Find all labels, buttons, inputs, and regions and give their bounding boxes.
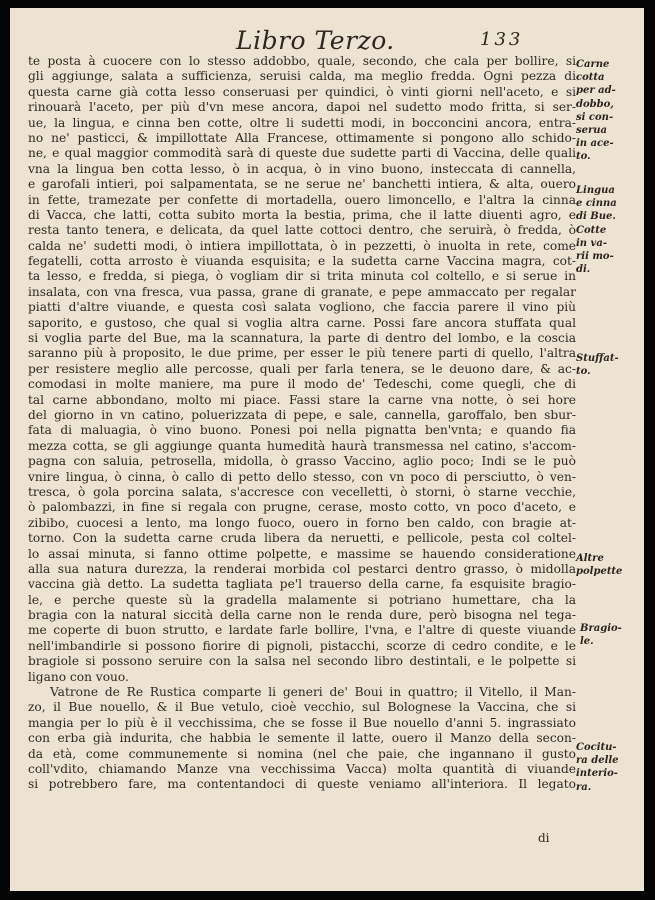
text-line: vnire lingua, ò cinna, ò callo di petto dello stesso, con vn poco di persciutto, ò ven- [28, 469, 576, 484]
text-line: saranno più à proposito, le due prime, per esser le più tenere parti di quello, l'altra [28, 346, 576, 361]
margin-note-lingua-cinna [576, 184, 617, 276]
text-line: lo assai minuta, si fanno ottime polpette, e massime se hauendo consideratione [28, 546, 576, 561]
text-line: bragia con la natural siccità della carne non le renda dure, però bisogna nel tega- [28, 608, 576, 623]
text-line: no ne' pasticci, & impillottate Alla Francese, ottimamente si pongono allo schido- [28, 130, 576, 145]
margin-note-line: polpette [576, 566, 623, 578]
text-line: ue, la lingua, e cinna ben cotte, oltre li sudetti modi, in bocconcini ancora, entra- [28, 115, 576, 130]
catchword: di [538, 831, 550, 845]
margin-note-line: cotta [576, 72, 605, 84]
text-line: di Vacca, che latti, cotta subito morta la bestia, prima, che il latte diuenti agro, e [28, 207, 576, 222]
text-line: te posta à cuocere con lo stesso addobbo, quale, secondo, che cala per bollire, si [28, 54, 576, 68]
margin-note-line: in ace- [576, 138, 614, 150]
text-line: pagna con saluia, petrosella, midolla, ò grasso Vaccino, aglio poco; Indi se le può [28, 454, 576, 469]
text-line: torno. Con la sudetta carne cruda libera da neruetti, e pellicole, pesta col coltel- [28, 531, 576, 546]
margin-note-line: in va- [576, 237, 607, 249]
text-line: vaccina già detto. La sudetta tagliata pe'l trauerso della carne, fa esquisite bragio- [28, 577, 576, 592]
margin-note-line: Lingua [576, 185, 615, 196]
margin-note-line: Stuffat- [576, 353, 619, 364]
margin-note-line: Carne [576, 59, 610, 70]
text-line: bragiole si possono seruire con la salsa nel secondo libro destintali, e le polpette si [28, 654, 576, 669]
margin-note-bragiole [580, 622, 622, 648]
text-line: mangia per lo più è il vecchissima, che se fosse il Bue nouello d'anni 5. ingrassiato [28, 715, 576, 730]
running-title: Libro Terzo. [236, 26, 395, 55]
text-line: gli aggiunge, salata a sufficienza, seruisi calda, ma meglio fredda. Ogni pezza di [28, 69, 576, 84]
text-line: Vatrone de Re Rustica comparte li generi de' Boui in quattro; il Vitello, il Man- [50, 685, 576, 700]
text-line: me coperte di buon strutto, e lardate farle bollire, l'vna, e l'altre di queste viuande [28, 623, 576, 638]
text-line: e garofali intieri, poi salpamentata, se ne serue ne' banchetti intiera, & alta, ouero [28, 177, 576, 192]
text-line: tresca, ò gola porcina salata, s'accresce con vecelletti, ò storni, ò starne vecchie, [28, 484, 576, 499]
margin-note-line: di Bue. [576, 211, 616, 223]
margin-note-line: ra delle [576, 755, 619, 767]
text-line: in fette, tramezate per confette di mortadella, ouero limoncello, e l'altra la cinna [28, 192, 576, 207]
book-page [10, 8, 644, 891]
text-line: mezza cotta, se gli aggiunge quanta humedità haurà transmessa nel catino, s'accom- [28, 438, 576, 453]
text-line: del giorno in vn catino, poluerizzata di pepe, e sale, cannella, garoffalo, ben sbur- [28, 407, 576, 422]
text-line: zibibo, cuocesi a lento, ma longo fuoco, ouero in forno ben caldo, con bragie at- [28, 515, 576, 530]
margin-note-line: di. [576, 264, 591, 276]
margin-note-line: ra. [576, 781, 592, 793]
text-line: rinouarà l'aceto, per più d'vn mese ancora, dapoi nel sudetto modo fritta, si ser- [28, 100, 576, 115]
page-number: 133 [480, 29, 524, 50]
text-line: nell'imbandirle si possono fiorire di pignoli, pistacchi, scorze di cedro condite, e le [28, 638, 576, 653]
text-line: si voglia parte del Bue, ma la scannatura, la parte di dentro del lombo, e la coscia [28, 331, 576, 346]
text-line: insalata, con vna fresca, vua passa, grane di granate, e pepe ammaccato per regalar [28, 284, 576, 299]
text-line: le, e perche queste sù la gradella malamente si potriano humettare, cha la [28, 592, 576, 607]
margin-note-carne-cotta [576, 58, 616, 164]
text-line: saporito, e gustoso, che qual si voglia altra carne. Possi fare ancora stuffata qual [28, 315, 576, 330]
text-line: ò palombazzi, in fine si regala con prugne, cerase, mosto cotto, vn poco d'aceto, e [28, 500, 576, 515]
text-line: alla sua natura durezza, la renderai morbida col pestarci dentro grasso, ò midolla [28, 561, 576, 576]
text-line: calda ne' sudetti modi, ò intiera impillottata, ò in pezzetti, ò inuolta in rete, come [28, 238, 576, 253]
text-line: questa carne già cotta lesso conseruasi per quindici, ò vinti giorni nell'aceto, e si [28, 84, 576, 99]
margin-note-line: si con- [576, 111, 614, 123]
margin-note-line: Altre [576, 553, 604, 564]
text-line: coll'vdito, chiamando Manze vna vecchissima Vacca) molta quantità di viuande [28, 761, 576, 776]
margin-note-cocitura-interiora [576, 741, 619, 794]
text-line: vna la lingua ben cotta lesso, ò in acqua, ò in vino buono, insteccata di cannella, [28, 161, 576, 176]
margin-note-line: to. [576, 366, 591, 378]
text-line: da età, come communemente si nomina (nel che paie, che ingannano il gusto [28, 746, 576, 761]
margin-note-line: Cocitu- [576, 742, 617, 753]
text-line: tal carne abbondano, molto mi piace. Fassi stare la carne vna notte, ò sei hore [28, 392, 576, 407]
text-line: piatti d'altre viuande, e questa così salata vogliono, che faccia parere il vino più [28, 300, 576, 315]
text-line: fata di maluagia, ò vino buono. Ponesi poi nella pignatta ben'vnta; e quando fia [28, 423, 576, 438]
margin-note-line: le. [580, 636, 594, 648]
text-line: fegatelli, cotta arrosto è viuanda esquisita; e la sudetta carne Vaccina magra, cot- [28, 254, 576, 269]
text-line: ta lesso, e fredda, si piega, ò vogliam dir si trita minuta col coltello, e si serue in [28, 269, 576, 284]
margin-note-line: dobbo, [576, 98, 614, 110]
margin-note-line: Bragio- [580, 623, 622, 634]
margin-note-line: Cotte [576, 224, 607, 236]
text-line: zo, il Bue nouello, & il Bue vetulo, cioè vecchio, sul Bolognese la Vaccina, che si [28, 700, 576, 715]
main-text-column [28, 54, 576, 793]
text-line: si potrebbero fare, ma contentandoci di queste veniamo all'interiora. Il legato [28, 777, 576, 792]
margin-note-line: serua [576, 125, 608, 137]
margin-note-line: per ad- [576, 85, 616, 97]
margin-note-altre-polpette [576, 552, 622, 578]
margin-note-line: e cinna [576, 198, 617, 210]
text-line: comodasi in molte maniere, ma pure il modo de' Tedeschi, come quegli, che di [28, 377, 576, 392]
margin-note-line: interio- [576, 768, 618, 780]
margin-note-stuffatto [576, 352, 619, 378]
margin-note-line: rii mo- [576, 251, 614, 263]
text-line: ligano con vouo. [28, 669, 129, 684]
margin-note-line: to. [576, 151, 591, 163]
text-line: ne, e qual maggior commodità sarà di queste due sudette parti di Vaccina, delle quali [28, 146, 576, 161]
text-line: con erba già indurita, che habbia le semente il latte, ouero il Manzo della secon- [28, 731, 576, 746]
text-line: resta tanto tenera, e delicata, da quel latte cottoci dentro, che seruirà, ò fredda, ò [28, 223, 576, 238]
text-line: per resistere meglio alle percosse, quali per farla tenera, se le deuono dare, & ac- [28, 361, 576, 376]
